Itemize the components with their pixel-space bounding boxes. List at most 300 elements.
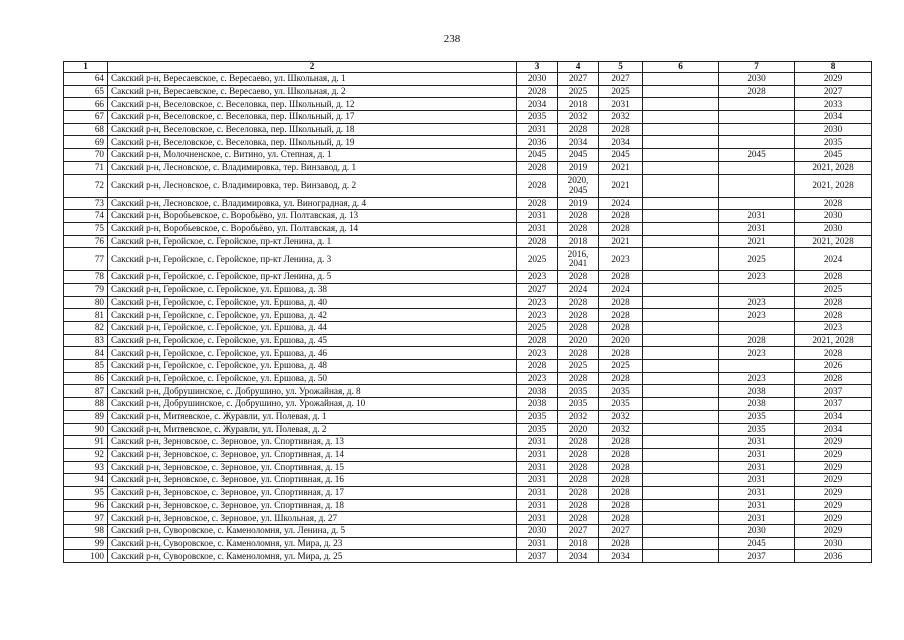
year-cell-6 (643, 197, 719, 210)
column-header: 1 (64, 62, 108, 73)
year-cell-7: 2031 (719, 512, 795, 525)
table-row (64, 525, 872, 538)
row-number-cell: 92 (64, 448, 108, 461)
table-row (64, 174, 872, 197)
table-row (64, 222, 872, 235)
row-number-cell: 82 (64, 322, 108, 335)
year-cell-8: 2029 (795, 436, 872, 449)
year-cell-6 (643, 248, 719, 271)
year-cell-7 (719, 197, 795, 210)
year-cell-5: 2045 (599, 149, 643, 162)
year-cell-6 (643, 398, 719, 411)
table-row (64, 385, 872, 398)
year-cell-3: 2025 (517, 248, 558, 271)
year-cell-5: 2028 (599, 296, 643, 309)
year-cell-7: 2023 (719, 296, 795, 309)
table-row (64, 161, 872, 174)
year-cell-5: 2028 (599, 222, 643, 235)
year-cell-7: 2031 (719, 448, 795, 461)
year-cell-3: 2023 (517, 271, 558, 284)
year-cell-8: 2027 (795, 85, 872, 98)
year-cell-4: 2035 (558, 398, 599, 411)
year-cell-5: 2025 (599, 85, 643, 98)
table-row (64, 372, 872, 385)
year-cell-5: 2031 (599, 98, 643, 111)
year-cell-4: 2028 (558, 448, 599, 461)
year-cell-8: 2030 (795, 537, 872, 550)
address-cell: Сакский р-н, Геройское, с. Геройское, ул. Ершова, д. 44 (108, 322, 517, 335)
year-cell-6 (643, 235, 719, 248)
year-cell-6 (643, 161, 719, 174)
year-cell-7 (719, 123, 795, 136)
year-cell-6 (643, 550, 719, 563)
year-cell-6 (643, 123, 719, 136)
year-cell-7 (719, 174, 795, 197)
year-cell-4: 2016, 2041 (558, 248, 599, 271)
address-cell: Сакский р-н, Лесновское, с. Владимировка, тер. Винзавод, д. 1 (108, 161, 517, 174)
year-cell-8: 2030 (795, 123, 872, 136)
year-cell-5: 2034 (599, 550, 643, 563)
address-cell: Сакский р-н, Суворовское, с. Каменоломня, ул. Ленина, д. 5 (108, 525, 517, 538)
row-number-cell: 85 (64, 360, 108, 373)
column-header: 7 (719, 62, 795, 73)
address-cell: Сакский р-н, Геройское, с. Геройское, ул. Ершова, д. 40 (108, 296, 517, 309)
table-row (64, 123, 872, 136)
year-cell-3: 2023 (517, 347, 558, 360)
address-cell: Сакский р-н, Геройское, с. Геройское, ул. Ершова, д. 45 (108, 334, 517, 347)
table-row (64, 283, 872, 296)
year-cell-5: 2028 (599, 123, 643, 136)
year-cell-3: 2031 (517, 123, 558, 136)
address-cell: Сакский р-н, Вересаевское, с. Вересаево, ул. Школьная, д. 1 (108, 73, 517, 86)
year-cell-7: 2035 (719, 410, 795, 423)
year-cell-8: 2028 (795, 372, 872, 385)
year-cell-3: 2023 (517, 372, 558, 385)
year-cell-3: 2031 (517, 436, 558, 449)
address-cell: Сакский р-н, Зерновское, с. Зерновое, ул. Спортивная, д. 18 (108, 499, 517, 512)
year-cell-6 (643, 461, 719, 474)
year-cell-8: 2030 (795, 222, 872, 235)
address-cell: Сакский р-н, Молочненское, с. Витино, ул. Степная, д. 1 (108, 149, 517, 162)
year-cell-6 (643, 210, 719, 223)
year-cell-8: 2029 (795, 73, 872, 86)
year-cell-8: 2029 (795, 525, 872, 538)
year-cell-7 (719, 111, 795, 124)
year-cell-3: 2030 (517, 73, 558, 86)
year-cell-6 (643, 149, 719, 162)
row-number-cell: 88 (64, 398, 108, 411)
address-cell: Сакский р-н, Добрушинское, с. Добрушино, ул. Урожайная, д. 8 (108, 385, 517, 398)
year-cell-7: 2038 (719, 385, 795, 398)
year-cell-6 (643, 136, 719, 149)
year-cell-5: 2028 (599, 210, 643, 223)
year-cell-8: 2029 (795, 499, 872, 512)
table-body (64, 73, 872, 563)
row-number-cell: 93 (64, 461, 108, 474)
year-cell-8: 2034 (795, 111, 872, 124)
address-cell: Сакский р-н, Добрушинское, с. Добрушино, ул. Урожайная, д. 10 (108, 398, 517, 411)
row-number-cell: 77 (64, 248, 108, 271)
year-cell-8: 2021, 2028 (795, 174, 872, 197)
column-header: 4 (558, 62, 599, 73)
year-cell-7: 2045 (719, 537, 795, 550)
year-cell-5: 2024 (599, 197, 643, 210)
year-cell-4: 2028 (558, 296, 599, 309)
year-cell-4: 2027 (558, 73, 599, 86)
row-number-cell: 74 (64, 210, 108, 223)
row-number-cell: 98 (64, 525, 108, 538)
year-cell-8: 2021, 2028 (795, 334, 872, 347)
year-cell-8: 2045 (795, 149, 872, 162)
year-cell-4: 2027 (558, 525, 599, 538)
address-cell: Сакский р-н, Воробьевское, с. Воробьёво, ул. Полтавская, д. 14 (108, 222, 517, 235)
year-cell-4: 2018 (558, 98, 599, 111)
address-cell: Сакский р-н, Лесновское, с. Владимировка, тер. Винзавод, д. 2 (108, 174, 517, 197)
year-cell-7: 2031 (719, 461, 795, 474)
year-cell-5: 2028 (599, 512, 643, 525)
year-cell-7 (719, 360, 795, 373)
row-number-cell: 91 (64, 436, 108, 449)
year-cell-7: 2030 (719, 525, 795, 538)
year-cell-5: 2028 (599, 372, 643, 385)
year-cell-5: 2028 (599, 271, 643, 284)
year-cell-6 (643, 512, 719, 525)
year-cell-8: 2028 (795, 296, 872, 309)
year-cell-5: 2028 (599, 461, 643, 474)
year-cell-4: 2024 (558, 283, 599, 296)
year-cell-3: 2035 (517, 111, 558, 124)
year-cell-4: 2028 (558, 436, 599, 449)
table-row (64, 537, 872, 550)
year-cell-5: 2032 (599, 111, 643, 124)
row-number-cell: 87 (64, 385, 108, 398)
year-cell-7: 2037 (719, 550, 795, 563)
year-cell-8: 2029 (795, 512, 872, 525)
year-cell-5: 2024 (599, 283, 643, 296)
year-cell-8: 2028 (795, 309, 872, 322)
year-cell-4: 2034 (558, 136, 599, 149)
row-number-cell: 81 (64, 309, 108, 322)
year-cell-3: 2038 (517, 398, 558, 411)
year-cell-4: 2025 (558, 360, 599, 373)
table-row (64, 499, 872, 512)
address-cell: Сакский р-н, Воробьевское, с. Воробьёво, ул. Полтавская, д. 13 (108, 210, 517, 223)
year-cell-6 (643, 73, 719, 86)
year-cell-6 (643, 111, 719, 124)
year-cell-6 (643, 174, 719, 197)
year-cell-6 (643, 296, 719, 309)
year-cell-7 (719, 161, 795, 174)
table-row (64, 136, 872, 149)
table-row (64, 149, 872, 162)
address-cell: Сакский р-н, Веселовское, с. Веселовка, пер. Школьный, д. 12 (108, 98, 517, 111)
year-cell-4: 2018 (558, 235, 599, 248)
year-cell-5: 2034 (599, 136, 643, 149)
year-cell-7: 2031 (719, 210, 795, 223)
year-cell-6 (643, 436, 719, 449)
table-row (64, 512, 872, 525)
year-cell-3: 2031 (517, 512, 558, 525)
year-cell-7: 2035 (719, 423, 795, 436)
year-cell-7: 2031 (719, 474, 795, 487)
row-number-cell: 68 (64, 123, 108, 136)
table-row (64, 436, 872, 449)
column-header: 8 (795, 62, 872, 73)
address-cell: Сакский р-н, Веселовское, с. Веселовка, пер. Школьный, д. 19 (108, 136, 517, 149)
column-header: 3 (517, 62, 558, 73)
row-number-cell: 84 (64, 347, 108, 360)
address-cell: Сакский р-н, Геройское, с. Геройское, ул. Ершова, д. 42 (108, 309, 517, 322)
year-cell-7: 2028 (719, 85, 795, 98)
row-number-cell: 83 (64, 334, 108, 347)
year-cell-3: 2028 (517, 161, 558, 174)
year-cell-8: 2033 (795, 98, 872, 111)
address-cell: Сакский р-н, Зерновское, с. Зерновое, ул. Спортивная, д. 13 (108, 436, 517, 449)
year-cell-8: 2029 (795, 474, 872, 487)
year-cell-8: 2037 (795, 385, 872, 398)
address-cell: Сакский р-н, Веселовское, с. Веселовка, пер. Школьный, д. 18 (108, 123, 517, 136)
year-cell-7 (719, 98, 795, 111)
row-number-cell: 72 (64, 174, 108, 197)
row-number-cell: 65 (64, 85, 108, 98)
year-cell-5: 2035 (599, 398, 643, 411)
year-cell-5: 2028 (599, 474, 643, 487)
year-cell-3: 2031 (517, 486, 558, 499)
address-cell: Сакский р-н, Геройское, с. Геройское, пр-кт Ленина, д. 5 (108, 271, 517, 284)
year-cell-6 (643, 525, 719, 538)
year-cell-4: 2019 (558, 197, 599, 210)
year-cell-4: 2028 (558, 271, 599, 284)
year-cell-6 (643, 322, 719, 335)
row-number-cell: 64 (64, 73, 108, 86)
table-row (64, 111, 872, 124)
column-header: 6 (643, 62, 719, 73)
year-cell-6 (643, 372, 719, 385)
year-cell-6 (643, 448, 719, 461)
year-cell-6 (643, 486, 719, 499)
year-cell-5: 2028 (599, 347, 643, 360)
year-cell-3: 2031 (517, 537, 558, 550)
year-cell-6 (643, 347, 719, 360)
year-cell-7: 2023 (719, 271, 795, 284)
year-cell-8: 2025 (795, 283, 872, 296)
year-cell-8: 2028 (795, 347, 872, 360)
year-cell-7: 2038 (719, 398, 795, 411)
table-row (64, 423, 872, 436)
table-row (64, 322, 872, 335)
year-cell-8: 2028 (795, 271, 872, 284)
year-cell-4: 2020 (558, 334, 599, 347)
year-cell-3: 2027 (517, 283, 558, 296)
row-number-cell: 78 (64, 271, 108, 284)
address-cell: Сакский р-н, Вересаевское, с. Вересаево, ул. Школьная, д. 2 (108, 85, 517, 98)
year-cell-4: 2045 (558, 149, 599, 162)
year-cell-8: 2036 (795, 550, 872, 563)
year-cell-8: 2026 (795, 360, 872, 373)
table-row (64, 197, 872, 210)
year-cell-4: 2028 (558, 347, 599, 360)
year-cell-7: 2023 (719, 309, 795, 322)
table-row (64, 550, 872, 563)
year-cell-3: 2035 (517, 423, 558, 436)
address-cell: Сакский р-н, Зерновское, с. Зерновое, ул. Спортивная, д. 16 (108, 474, 517, 487)
row-number-cell: 75 (64, 222, 108, 235)
year-cell-8: 2028 (795, 197, 872, 210)
year-cell-7: 2031 (719, 486, 795, 499)
year-cell-4: 2018 (558, 537, 599, 550)
year-cell-3: 2028 (517, 174, 558, 197)
address-cell: Сакский р-н, Митяевское, с. Журавли, ул. Полевая, д. 1 (108, 410, 517, 423)
year-cell-7: 2028 (719, 334, 795, 347)
row-number-cell: 97 (64, 512, 108, 525)
page-number: 238 (443, 33, 461, 45)
row-number-cell: 86 (64, 372, 108, 385)
row-number-cell: 76 (64, 235, 108, 248)
year-cell-4: 2028 (558, 474, 599, 487)
year-cell-6 (643, 410, 719, 423)
year-cell-5: 2027 (599, 525, 643, 538)
year-cell-3: 2034 (517, 98, 558, 111)
address-cell: Сакский р-н, Геройское, с. Геройское, ул. Ершова, д. 38 (108, 283, 517, 296)
year-cell-6 (643, 283, 719, 296)
year-cell-7: 2025 (719, 248, 795, 271)
year-cell-5: 2027 (599, 73, 643, 86)
row-number-cell: 96 (64, 499, 108, 512)
address-cell: Сакский р-н, Митяевское, с. Журавли, ул. Полевая, д. 2 (108, 423, 517, 436)
year-cell-4: 2020 (558, 423, 599, 436)
year-cell-4: 2028 (558, 210, 599, 223)
year-cell-7 (719, 283, 795, 296)
row-number-cell: 95 (64, 486, 108, 499)
year-cell-4: 2028 (558, 512, 599, 525)
year-cell-6 (643, 271, 719, 284)
table-row (64, 210, 872, 223)
year-cell-4: 2028 (558, 222, 599, 235)
year-cell-6 (643, 499, 719, 512)
table-row (64, 398, 872, 411)
row-number-cell: 79 (64, 283, 108, 296)
year-cell-5: 2028 (599, 499, 643, 512)
table-row (64, 98, 872, 111)
year-cell-5: 2028 (599, 537, 643, 550)
year-cell-3: 2037 (517, 550, 558, 563)
year-cell-7: 2045 (719, 149, 795, 162)
year-cell-3: 2028 (517, 334, 558, 347)
row-number-cell: 99 (64, 537, 108, 550)
year-cell-8: 2029 (795, 461, 872, 474)
year-cell-6 (643, 537, 719, 550)
year-cell-5: 2028 (599, 309, 643, 322)
year-cell-8: 2023 (795, 322, 872, 335)
year-cell-5: 2025 (599, 360, 643, 373)
year-cell-6 (643, 222, 719, 235)
address-cell: Сакский р-н, Лесновское, с. Владимировка, ул. Виноградная, д. 4 (108, 197, 517, 210)
table-row (64, 360, 872, 373)
year-cell-4: 2032 (558, 111, 599, 124)
year-cell-4: 2020, 2045 (558, 174, 599, 197)
table-row (64, 248, 872, 271)
year-cell-4: 2028 (558, 322, 599, 335)
column-header: 5 (599, 62, 643, 73)
address-cell: Сакский р-н, Геройское, с. Геройское, ул. Ершова, д. 50 (108, 372, 517, 385)
year-cell-7: 2031 (719, 436, 795, 449)
table-row (64, 474, 872, 487)
address-cell: Сакский р-н, Геройское, с. Геройское, пр-кт Ленина, д. 3 (108, 248, 517, 271)
row-number-cell: 69 (64, 136, 108, 149)
table-row (64, 410, 872, 423)
year-cell-5: 2032 (599, 423, 643, 436)
year-cell-3: 2028 (517, 197, 558, 210)
year-cell-6 (643, 360, 719, 373)
year-cell-3: 2035 (517, 410, 558, 423)
year-cell-3: 2031 (517, 210, 558, 223)
table-row (64, 296, 872, 309)
year-cell-3: 2038 (517, 385, 558, 398)
table-header-row (64, 62, 872, 73)
row-number-cell: 90 (64, 423, 108, 436)
year-cell-5: 2028 (599, 322, 643, 335)
data-table (63, 61, 872, 563)
row-number-cell: 100 (64, 550, 108, 563)
row-number-cell: 71 (64, 161, 108, 174)
year-cell-3: 2031 (517, 461, 558, 474)
year-cell-8: 2021, 2028 (795, 235, 872, 248)
address-cell: Сакский р-н, Зерновское, с. Зерновое, ул. Спортивная, д. 15 (108, 461, 517, 474)
year-cell-3: 2028 (517, 85, 558, 98)
year-cell-6 (643, 385, 719, 398)
year-cell-8: 2021, 2028 (795, 161, 872, 174)
address-cell: Сакский р-н, Геройское, с. Геройское, пр-кт Ленина, д. 1 (108, 235, 517, 248)
year-cell-6 (643, 474, 719, 487)
year-cell-5: 2028 (599, 436, 643, 449)
year-cell-3: 2031 (517, 474, 558, 487)
address-cell: Сакский р-н, Зерновское, с. Зерновое, ул. Спортивная, д. 14 (108, 448, 517, 461)
year-cell-6 (643, 334, 719, 347)
year-cell-8: 2034 (795, 410, 872, 423)
year-cell-7: 2031 (719, 222, 795, 235)
year-cell-5: 2028 (599, 486, 643, 499)
year-cell-6 (643, 423, 719, 436)
row-number-cell: 67 (64, 111, 108, 124)
year-cell-7: 2021 (719, 235, 795, 248)
address-cell: Сакский р-н, Веселовское, с. Веселовка, пер. Школьный, д. 17 (108, 111, 517, 124)
address-cell: Сакский р-н, Суворовское, с. Каменоломня, ул. Мира, д. 25 (108, 550, 517, 563)
table-row (64, 309, 872, 322)
year-cell-4: 2028 (558, 309, 599, 322)
year-cell-5: 2028 (599, 448, 643, 461)
year-cell-3: 2031 (517, 499, 558, 512)
year-cell-5: 2021 (599, 161, 643, 174)
row-number-cell: 66 (64, 98, 108, 111)
year-cell-3: 2030 (517, 525, 558, 538)
year-cell-3: 2028 (517, 360, 558, 373)
table-row (64, 461, 872, 474)
year-cell-4: 2034 (558, 550, 599, 563)
year-cell-6 (643, 98, 719, 111)
column-header: 2 (108, 62, 517, 73)
year-cell-8: 2029 (795, 486, 872, 499)
year-cell-4: 2028 (558, 372, 599, 385)
table-row (64, 235, 872, 248)
row-number-cell: 94 (64, 474, 108, 487)
year-cell-3: 2031 (517, 448, 558, 461)
year-cell-4: 2028 (558, 486, 599, 499)
year-cell-4: 2028 (558, 499, 599, 512)
year-cell-4: 2028 (558, 461, 599, 474)
year-cell-3: 2045 (517, 149, 558, 162)
row-number-cell: 70 (64, 149, 108, 162)
address-cell: Сакский р-н, Геройское, с. Геройское, ул. Ершова, д. 48 (108, 360, 517, 373)
